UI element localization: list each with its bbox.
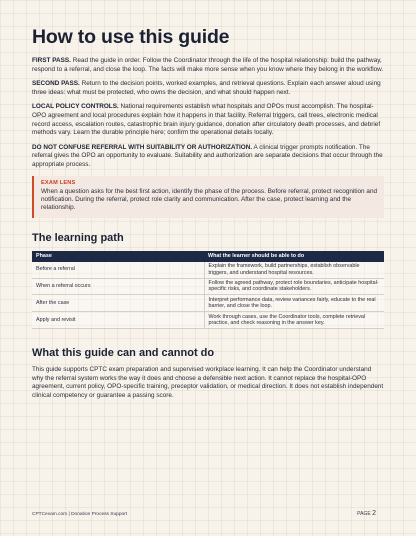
table-row bbox=[32, 278, 384, 295]
paragraph-text: National requirements establish what hospitals and OPOs must accomplish. The hospital-OPO agreement and local procedures explain how it happens in that facility. Referral triggers, call trees, electronic medical record access, escalation routes, catastrophic brain injury guidance, donation after circulatory death processes, and debrief methods vary. Learn the durable principle here; confirm the operational details locally. bbox=[32, 103, 381, 137]
learning-path-heading: The learning path bbox=[32, 231, 124, 244]
phase-cell: Before a referral bbox=[32, 262, 204, 278]
page-title: How to use this guide bbox=[32, 26, 230, 48]
paragraph-first-pass bbox=[32, 57, 384, 74]
page-content bbox=[32, 26, 384, 406]
scope-text: This guide supports CPTC exam preparation and supervised workplace learning. It can help the Coordinator understand why the referral system works the way it does and choose a defensible next action. It cannot replace the hospital-OPO agreement, current policy, OPO-specific training, preceptor validation, or medical direction. It does not establish independent clinical competency or guarantee a passing score. bbox=[32, 366, 384, 399]
table-row bbox=[32, 262, 384, 278]
phase-cell: After the case bbox=[32, 295, 204, 312]
column-header-phase: Phase bbox=[32, 251, 204, 262]
outcome-cell: Follow the agreed pathway, protect role boundaries, anticipate hospital-specific risks, and coordinate stakeholders. bbox=[204, 278, 384, 295]
footer-site-label: CPTCexam.com | Donation Process Support bbox=[32, 512, 128, 517]
paragraph-second-pass bbox=[32, 80, 384, 97]
table-row bbox=[32, 312, 384, 329]
paragraph-lead: DO NOT CONFUSE REFERRAL WITH SUITABILITY OR AUTHORIZATION. bbox=[32, 143, 253, 151]
paragraph-lead: SECOND PASS. bbox=[32, 80, 80, 88]
page-number-block bbox=[357, 510, 376, 517]
column-header-outcome: What the learner should be able to do bbox=[204, 251, 384, 262]
page-label: PAGE bbox=[357, 511, 371, 517]
paragraph-text: Return to the decision points, worked examples, and retrieval questions. Explain each answer aloud using three ideas: what must be protected, who owns the decision, and what should happen next. bbox=[32, 80, 381, 96]
exam-lens-text: When a question asks for the best first action, identify the phase of the process. Before referral, protect recognition and notification. During the referral, protect role clarity and communication. After the case, protect learning and the relationship. bbox=[41, 187, 378, 212]
outcome-cell: Work through cases, use the Coordinator tools, complete retrieval practice, and check reasoning in the answer key. bbox=[204, 312, 384, 329]
exam-lens-title: EXAM LENS bbox=[41, 179, 76, 186]
paragraph-lead: LOCAL POLICY CONTROLS. bbox=[32, 103, 119, 111]
learning-path-table bbox=[32, 251, 384, 329]
page-number: 2 bbox=[372, 510, 376, 517]
paragraph-text: Read the guide in order. Follow the Coordinator through the life of the hospital relationship: build the pathway, respond to a referral, and close the loop. The facts will make more sense when you know where they belong in the workflow. bbox=[32, 57, 384, 73]
table-header-row bbox=[32, 251, 384, 262]
outcome-cell: Interpret performance data, review variances fairly, educate to the real barrier, and close the loop. bbox=[204, 295, 384, 312]
outcome-cell: Explain the framework, build partnerships, establish observable triggers, and understand hospital resources. bbox=[204, 262, 384, 278]
exam-lens-callout bbox=[32, 176, 384, 218]
phase-cell: When a referral occurs bbox=[32, 278, 204, 295]
paragraph-text: A clinical trigger prompts notification. The referral gives the OPO an opportunity to evaluate. Suitability and authorization are separate decisions that occur through the appropriate process. bbox=[32, 143, 383, 168]
paragraph-local-policy bbox=[32, 103, 384, 137]
scope-heading: What this guide can and cannot do bbox=[32, 347, 215, 359]
phase-cell: Apply and revisit bbox=[32, 312, 204, 329]
table-row bbox=[32, 295, 384, 312]
paragraph-lead: FIRST PASS. bbox=[32, 57, 71, 64]
paragraph-do-not-confuse bbox=[32, 144, 384, 170]
